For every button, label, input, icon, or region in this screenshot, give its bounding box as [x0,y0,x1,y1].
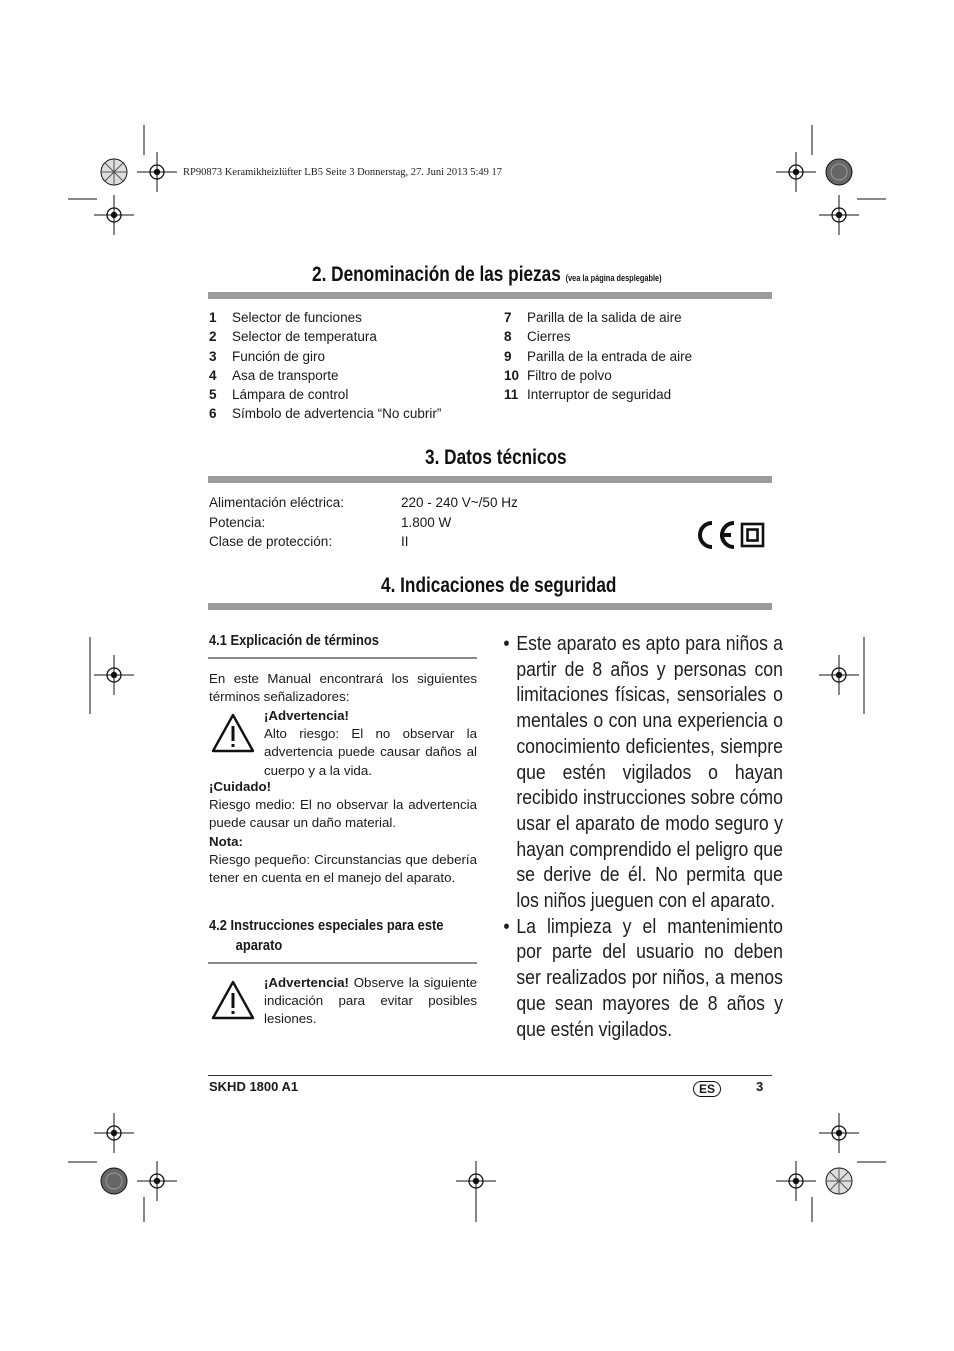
part-item [504,308,774,327]
spec-label: Alimentación eléctrica: [209,495,345,510]
spec-value: II [401,534,409,550]
sub1-title: 4.1 Explicación de términos [209,632,379,649]
sub2-title-line1: 4.2 Instrucciones especiales para este [209,917,444,934]
part-label: Interruptor de seguridad [527,387,672,403]
part-number: 8 [504,329,512,345]
warning-icon [210,712,256,759]
note-block [209,833,477,888]
tech-specs [209,493,629,552]
footer-model: SKHD 1800 A1 [209,1079,299,1094]
warning-block [264,707,477,780]
section2-bar [208,292,772,299]
print-info: RP90873 Keramikheizlüfter LB5 Seite 3 Donnerstag, 27. Juni 2013 5:49 17 [183,167,503,178]
spec-label: Potencia: [209,514,266,530]
part-number: 6 [209,406,217,422]
part-number: 1 [209,310,217,325]
part-label: Lámpara de control [232,387,349,403]
caution-text: Riesgo medio: El no observar la advertencia puede causar un daño material. [209,797,477,831]
part-number: 5 [209,387,217,403]
part-label: Selector de temperatura [232,329,377,345]
caution-block [209,778,477,833]
note-label: Nota: [209,834,243,849]
sub2-warning-label: ¡Advertencia! [264,975,349,990]
bullet-item: • La limpieza y el mantenimiento por parte del usuario no deben ser realizados por niños, a menos que sean mayores de 8 años y que estén vigilados. [506,914,783,1043]
spec-value: 220 - 240 V~/50 Hz [401,495,518,510]
part-item [504,366,774,385]
part-item [209,404,499,423]
caution-label: ¡Cuidado! [209,779,272,794]
spec-label: Clase de protección: [209,534,333,550]
section3-title: 3. Datos técnicos [425,446,567,469]
part-item [504,327,774,346]
part-label: Función de giro [232,348,326,364]
language-badge [693,1080,721,1098]
spec-value: 1.800 W [401,514,452,530]
spec-row [209,493,629,513]
part-number: 3 [209,348,217,364]
footer-rule [208,1075,772,1076]
language-code: ES [693,1081,721,1097]
part-number: 10 [504,367,520,383]
part-item [209,308,499,327]
section4-bar [208,603,772,610]
sub2-title [209,916,443,956]
ce-class2-mark [693,519,765,556]
part-label: Asa de transporte [232,367,339,383]
parts-list-right [504,308,774,404]
part-number: 9 [504,348,512,364]
part-label: Parilla de la salida de aire [527,310,682,325]
note-text: Riesgo pequeño: Circunstancias que debería tener en cuenta en el manejo del aparato. [209,852,477,886]
sub2-warning-text: Observe la siguiente indicación para evitar posibles lesiones. [264,975,477,1027]
part-number: 11 [504,387,519,403]
section3-bar [208,476,772,483]
part-item [504,347,774,366]
part-number: 4 [209,367,217,383]
sub2-title-line2: aparato [235,937,283,954]
warning-text: Alto riesgo: El no observar la advertencia puede causar daños al cuerpo y a la vida. [264,726,477,778]
part-label: Cierres [527,329,571,345]
section2-subtitle: (vea la página desplegable) [565,273,662,283]
part-label: Símbolo de advertencia “No cubrir” [232,406,442,422]
warning-icon-2 [210,979,256,1026]
sub1-intro: En este Manual encontrará los siguientes términos señalizadores: [209,671,477,705]
page-number: 3 [756,1079,764,1094]
spec-row [209,513,629,533]
sub1-rule [208,657,477,659]
part-item [209,347,499,366]
section4-title: 4. Indicaciones de seguridad [381,574,617,597]
part-item [209,327,499,346]
section2-title: 2. Denominación de las piezas [312,263,561,286]
parts-list-left [209,308,499,424]
part-item [209,385,499,404]
safety-bullets [506,631,783,1042]
part-label: Parilla de la entrada de aire [527,348,693,364]
part-item [209,366,499,385]
part-item [504,385,774,404]
warning-label: ¡Advertencia! [264,708,349,723]
bullet-item: • Este aparato es apto para niños a partir de 8 años y personas con limitaciones físicas, sensoriales o mentales o con una experiencia o conocimiento deficientes, siempre que estén vigilados o hayan recibido instrucciones sobre cómo usar el aparato de modo seguro y hayan comprendido el peligro que se derive de él. No permita que los niños jueguen con el aparato. [506,631,783,914]
part-label: Selector de funciones [232,310,362,325]
part-number: 7 [504,310,512,325]
part-label: Filtro de polvo [527,367,612,383]
sub2-rule [208,962,477,964]
section2-heading [312,263,738,287]
sub2-warning [264,974,477,1029]
part-number: 2 [209,329,217,345]
spec-row [209,532,629,552]
ce-icon [693,519,765,551]
